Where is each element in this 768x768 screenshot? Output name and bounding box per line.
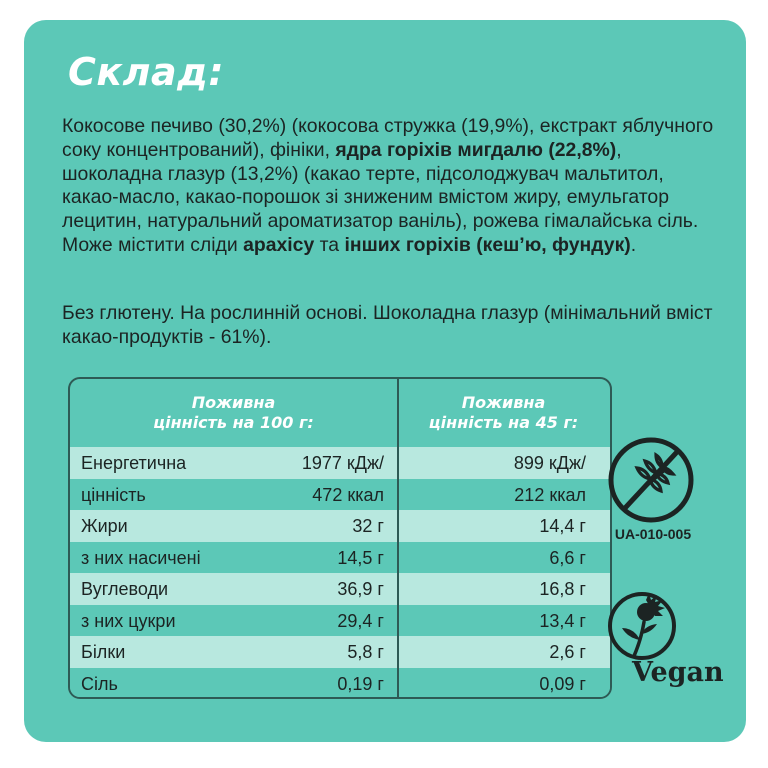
value-per-45g: 2,6 г (549, 642, 586, 662)
ingredients-text (62, 115, 722, 258)
table-row (70, 636, 610, 668)
gluten-free-icon (606, 435, 696, 525)
value-per-100g: 5,8 г (347, 642, 384, 662)
nutrition-header (70, 379, 610, 447)
gluten-free-code: UA-010-005 (614, 526, 692, 542)
value-per-45g: 212 ккал (514, 484, 586, 505)
value-per-45g: 13,4 г (539, 610, 586, 631)
header-per-100g-line1: Поживна (191, 393, 276, 412)
header-per-45g (397, 379, 610, 447)
ingredients-allergen: інших горіхів (кеш’ю, фундук) (344, 233, 631, 256)
ingredients-part: . (630, 233, 637, 256)
composition-heading: Склад: (68, 50, 225, 94)
row-label: Вуглеводи (81, 579, 169, 599)
row-label: Білки (81, 642, 126, 662)
value-per-45g: 899 кДж/ (513, 453, 586, 473)
value-per-100g: 14,5 г (337, 547, 384, 568)
row-label: цінність (81, 484, 146, 505)
table-row (70, 573, 610, 605)
ingredients-part: та (314, 233, 345, 256)
nutrition-table (68, 377, 612, 699)
row-label: Жири (81, 516, 128, 536)
value-per-100g: 1977 кДж/ (301, 453, 384, 473)
header-per-100g-line2: цінність на 100 г: (153, 413, 314, 432)
header-per-100g (70, 379, 397, 447)
vegan-label: Vegan (632, 657, 724, 688)
ingredients-allergen: арахісу (243, 233, 315, 256)
table-row (70, 447, 610, 479)
header-per-45g-line1: Поживна (461, 393, 546, 412)
value-per-45g: 14,4 г (539, 516, 586, 536)
ingredients-allergen: ядра горіхів мигдалю (22,8%) (335, 138, 617, 161)
value-per-100g: 472 ккал (312, 484, 384, 505)
header-per-45g-line2: цінність на 45 г: (428, 413, 579, 432)
dietary-note: Без глютену. На рослинній основі. Шоколадна глазур (мінімальний вміст какао-продуктів - 61%). (62, 302, 713, 348)
table-row (70, 479, 610, 511)
row-label: Енергетична (81, 453, 187, 473)
value-per-100g: 32 г (352, 516, 384, 536)
table-row (70, 542, 610, 574)
column-divider (397, 379, 399, 697)
value-per-45g: 0,09 г (539, 673, 586, 694)
value-per-100g: 36,9 г (337, 579, 384, 599)
table-row (70, 605, 610, 637)
value-per-100g: 0,19 г (337, 673, 384, 694)
value-per-100g: 29,4 г (337, 610, 384, 631)
vegan-logo-icon (606, 588, 726, 688)
value-per-45g: 16,8 г (539, 579, 586, 599)
row-label: Сіль (81, 673, 118, 694)
row-label: з них насичені (81, 547, 201, 568)
ingredients-part: Кокосове печиво (30,2%) (кокосова стружка (19,9%), екстракт яблучного соку концентрований), фініки, (62, 115, 714, 161)
row-label: з них цукри (81, 610, 176, 631)
value-per-45g: 6,6 г (549, 547, 586, 568)
table-row (70, 510, 610, 542)
table-row (70, 668, 610, 700)
ingredients-part: , шоколадна глазур (13,2%) (какао терте, підсолоджувач мальтитол, какао-масло, какао-порошок зі зниженим вмістом жиру, емульгатор лецитин, натуральний ароматизатор ваніль), рожева гімалайська сіль. Може містити сліди (62, 138, 699, 256)
